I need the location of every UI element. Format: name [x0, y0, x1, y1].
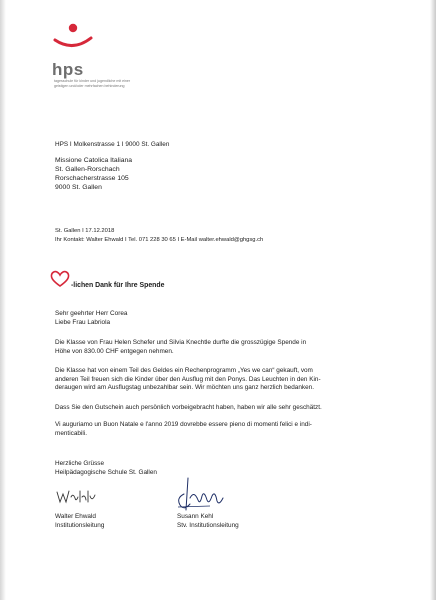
scan-edge-left: [0, 0, 6, 600]
recipient-line: Missione Catolica Italiana: [55, 157, 133, 164]
recipient-line: St. Gallen-Rorschach: [55, 166, 120, 173]
signatory-role: Institutionsleitung: [55, 521, 105, 529]
logo-name: hps: [52, 60, 84, 79]
paragraph-1: Die Klasse von Frau Helen Schefer und Silvia Knechtle durfte die grosszügige Spende in Höhe von 830.00 CHF entgegen nehmen.: [55, 339, 307, 355]
salutation: Sehr geehrter Herr Corea Liebe Frau Labriola: [55, 310, 128, 326]
signatory-name: Susann Kehl: [177, 513, 214, 520]
logo-tagline: tagesschule für kinder und jugendliche mit einer geistigen und/oder mehrfachen behinderung: [54, 79, 131, 88]
date-line: St. Gallen I 17.12.2018: [55, 228, 115, 234]
signatory-name: Walter Ehwald: [55, 513, 96, 520]
signatory-ehwald: [55, 513, 175, 530]
recipient-line: 9000 St. Gallen: [55, 184, 102, 191]
closing: Herzliche Grüsse Heilpädagogische Schule St. Gallen: [55, 460, 157, 476]
paragraph-4: Vi auguriamo un Buon Natale e l'anno 2019 dovrebbe essere pieno di momenti felici e indi- menticabili.: [55, 421, 312, 437]
recipient-line: Rorschacherstrasse 105: [55, 175, 129, 182]
signatory-role: Stv. Institutionsleitung: [177, 521, 239, 529]
signature-ehwald-icon: [55, 488, 100, 506]
heart-icon: [50, 270, 70, 288]
contact-line: Ihr Kontakt: Walter Ehwald I Tel. 071 228 30 65 I E-Mail walter.ehwald@ghgsg.ch: [55, 237, 264, 243]
subject-line: -lichen Dank für Ihre Spende: [71, 282, 165, 289]
signatory-kehl: [177, 513, 297, 530]
hps-logo: [50, 20, 210, 100]
paragraph-3: Dass Sie den Gutschein auch persönlich vorbeigebracht haben, haben wir alle sehr geschätzt.: [55, 404, 322, 411]
recipient-address: [55, 156, 132, 192]
logo-swoosh-icon: [50, 20, 96, 52]
scan-edge-right: [430, 0, 436, 600]
paragraph-2: Die Klasse hat von einem Teil des Geldes ein Rechenprogramm „Yes we can“ gekauft, vom anderen Teil freuen sich die Kinder über den Ausflug mit den Ponys. Das Leuchten in den Kin- deraugen wird am Ausflugstag unbezahlbar sein. Wir möchten uns ganz herzlich bedanken.: [55, 367, 321, 392]
signature-kehl-icon: [170, 474, 230, 514]
sender-line: HPS I Molkenstrasse 1 I 9000 St. Gallen: [55, 141, 170, 148]
